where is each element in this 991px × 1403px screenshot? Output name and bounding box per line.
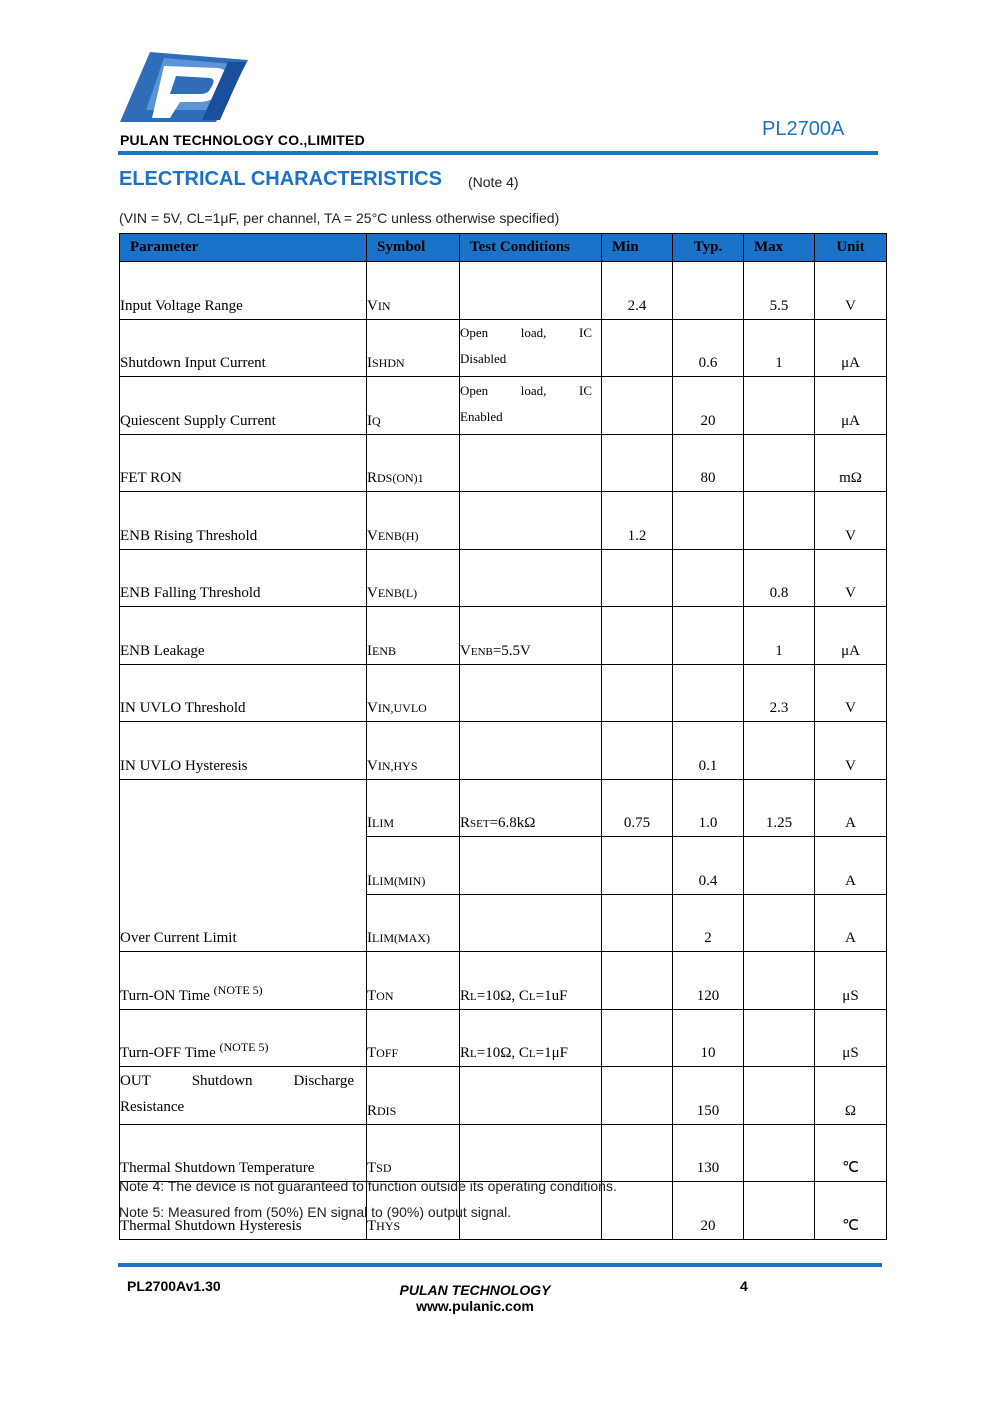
test-conditions-cell [460,894,602,952]
unit-cell: μS [815,952,887,1010]
test-conditions-cell [460,262,602,320]
min-cell [602,607,673,665]
test-conditions-cell: RL=10Ω, CL=1uF [460,952,602,1010]
max-cell [744,434,815,492]
header-rule [118,151,878,155]
table-row [120,722,887,780]
table-row [120,779,887,837]
table-row [120,1067,887,1125]
table-row [120,664,887,722]
unit-cell: A [815,837,887,895]
typ-cell [673,492,744,550]
footer-version: PL2700Av1.30 [127,1278,221,1294]
param-cell: OUT Shutdown Discharge Resistance [120,1067,367,1125]
unit-cell: μA [815,377,887,435]
symbol-cell: VENB(H) [367,492,460,550]
unit-cell: μS [815,1009,887,1067]
typ-cell [673,549,744,607]
min-cell [602,434,673,492]
typ-cell: 2 [673,894,744,952]
symbol-cell: TOFF [367,1009,460,1067]
page-number: 4 [740,1278,748,1294]
header-max: Max [744,234,815,262]
max-cell [744,1124,815,1182]
min-cell: 0.75 [602,779,673,837]
param-cell: IN UVLO Threshold [120,664,367,722]
unit-cell: V [815,664,887,722]
table-row [120,952,887,1010]
test-conditions-cell [460,722,602,780]
test-conditions-cell [460,1067,602,1125]
symbol-cell: ILIM [367,779,460,837]
table-row [120,377,887,435]
table-row [120,549,887,607]
symbol-cell: ISHDN [367,319,460,377]
table-row [120,607,887,665]
param-cell: Shutdown Input Current [120,319,367,377]
typ-cell: 80 [673,434,744,492]
header-typ: Typ. [673,234,744,262]
max-cell [744,837,815,895]
param-cell: Thermal Shutdown Hysteresis [120,1182,367,1240]
symbol-cell: VENB(L) [367,549,460,607]
section-title: ELECTRICAL CHARACTERISTICS [119,168,442,190]
unit-cell: ℃ [815,1182,887,1240]
table-row [120,1124,887,1182]
electrical-characteristics-table [119,233,887,1240]
typ-cell: 150 [673,1067,744,1125]
param-cell: ENB Rising Threshold [120,492,367,550]
max-cell: 2.3 [744,664,815,722]
test-conditions-cell: Open load, IC Disabled [460,319,602,377]
typ-cell: 120 [673,952,744,1010]
test-conditions-cell [460,837,602,895]
typ-cell: 130 [673,1124,744,1182]
param-cell: Input Voltage Range [120,262,367,320]
symbol-cell: TON [367,952,460,1010]
param-cell: IN UVLO Hysteresis [120,722,367,780]
symbol-cell: RDS(ON)1 [367,434,460,492]
param-cell: Turn-OFF Time $^{(NOTE 5)}$ [120,1009,367,1067]
param-cell: FET RON [120,434,367,492]
min-cell [602,664,673,722]
typ-cell [673,607,744,665]
unit-cell: V [815,722,887,780]
typ-cell: 20 [673,1182,744,1240]
footer-company-block [390,1282,560,1314]
typ-cell: 0.4 [673,837,744,895]
max-cell [744,952,815,1010]
header-test-conditions: Test Conditions [460,234,602,262]
unit-cell: mΩ [815,434,887,492]
header-symbol: Symbol [367,234,460,262]
table-row [120,492,887,550]
header-unit: Unit [815,234,887,262]
symbol-cell: IENB [367,607,460,665]
unit-cell: A [815,894,887,952]
unit-cell: A [815,779,887,837]
unit-cell: V [815,262,887,320]
table-header-row [120,234,887,262]
min-cell [602,1067,673,1125]
max-cell [744,1182,815,1240]
table-row [120,1009,887,1067]
max-cell [744,894,815,952]
note-4: Note 4: The device is not guaranteed to function outside its operating conditions. [119,1178,617,1194]
section-note-ref: (Note 4) [468,174,519,190]
typ-cell [673,262,744,320]
max-cell: 5.5 [744,262,815,320]
max-cell: 1 [744,607,815,665]
param-cell: Quiescent Supply Current [120,377,367,435]
param-cell: ENB Leakage [120,607,367,665]
typ-cell: 0.6 [673,319,744,377]
max-cell [744,377,815,435]
symbol-cell: TSD [367,1124,460,1182]
part-number: PL2700A [762,118,845,140]
param-cell: Over Current Limit [120,779,367,952]
symbol-cell: VIN,HYS [367,722,460,780]
company-name: PULAN TECHNOLOGY CO.,LIMITED [120,132,365,148]
unit-cell: V [815,492,887,550]
unit-cell: μA [815,319,887,377]
symbol-cell: ILIM(MAX) [367,894,460,952]
param-cell: Turn-ON Time $^{(NOTE 5)}$ [120,952,367,1010]
min-cell [602,837,673,895]
symbol-cell: IQ [367,377,460,435]
min-cell [602,1009,673,1067]
param-cell: Thermal Shutdown Temperature [120,1124,367,1182]
test-conditions-cell [460,1124,602,1182]
symbol-cell: ILIM(MIN) [367,837,460,895]
min-cell: 2.4 [602,262,673,320]
typ-cell [673,664,744,722]
max-cell [744,1009,815,1067]
max-cell: 1.25 [744,779,815,837]
note-5: Note 5: Measured from (50%) EN signal to (90%) output signal. [119,1204,512,1220]
min-cell [602,1124,673,1182]
footer-website: www.pulanic.com [416,1298,534,1314]
max-cell [744,1067,815,1125]
symbol-cell: RDIS [367,1067,460,1125]
header-min: Min [602,234,673,262]
min-cell [602,377,673,435]
unit-cell: V [815,549,887,607]
symbol-cell: VIN [367,262,460,320]
unit-cell: Ω [815,1067,887,1125]
test-conditions-cell: Open load, IC Enabled [460,377,602,435]
typ-cell: 20 [673,377,744,435]
typ-cell: 10 [673,1009,744,1067]
min-cell [602,894,673,952]
max-cell [744,492,815,550]
table-row [120,434,887,492]
symbol-cell: VIN,UVLO [367,664,460,722]
max-cell: 1 [744,319,815,377]
test-conditions-cell [460,664,602,722]
test-conditions-cell [460,549,602,607]
footer-company: PULAN TECHNOLOGY [399,1282,551,1298]
table-row [120,262,887,320]
min-cell [602,549,673,607]
company-logo [120,52,250,130]
min-cell: 1.2 [602,492,673,550]
header-parameter: Parameter [120,234,367,262]
min-cell [602,722,673,780]
typ-cell: 0.1 [673,722,744,780]
typ-cell: 1.0 [673,779,744,837]
min-cell [602,319,673,377]
table-row [120,319,887,377]
test-conditions-cell: RL=10Ω, CL=1μF [460,1009,602,1067]
test-conditions-cell: RSET=6.8kΩ [460,779,602,837]
test-conditions-cell [460,434,602,492]
test-conditions-cell [460,492,602,550]
max-cell: 0.8 [744,549,815,607]
test-conditions-cell: VENB=5.5V [460,607,602,665]
unit-cell: ℃ [815,1124,887,1182]
symbol-cell: THYS [367,1182,460,1240]
min-cell [602,952,673,1010]
unit-cell: μA [815,607,887,665]
footer-rule [118,1263,882,1267]
test-conditions-line: (VIN = 5V, CL=1μF, per channel, TA = 25°C unless otherwise specified) [119,210,560,226]
param-cell: ENB Falling Threshold [120,549,367,607]
max-cell [744,722,815,780]
